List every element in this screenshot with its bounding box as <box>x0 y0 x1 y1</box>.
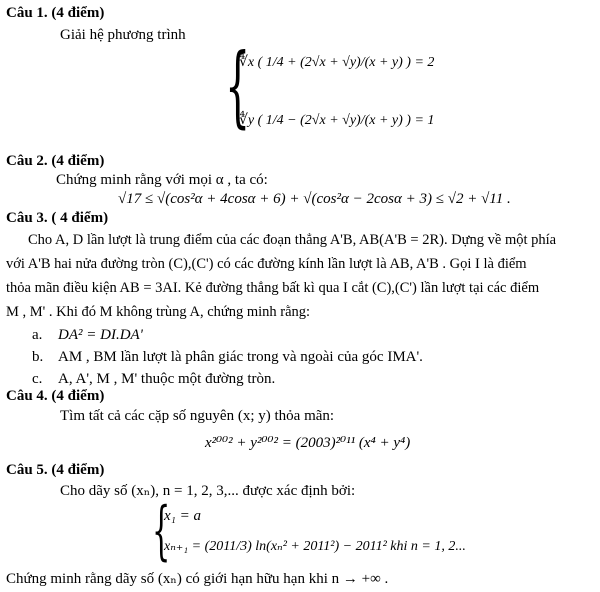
q3-line1: Cho A, D lần lượt là trung điểm của các đoạn thẳng A'B, AB(A'B = 2R). Dựng về một phía <box>28 232 557 248</box>
q3-b-label: b. <box>32 349 44 365</box>
q2-heading: Câu 2. (4 điểm) <box>6 153 105 169</box>
q1-eq1: ∜x ( 1/4 + (2√x + √y)/(x + y) ) = 2 <box>239 55 435 70</box>
q4-equation: x²⁰⁰² + y²⁰⁰² = (2003)²⁰¹¹ (x⁴ + y⁴) <box>205 435 411 451</box>
q1-brace: { <box>225 34 251 137</box>
q3-c-label: c. <box>32 371 43 387</box>
q1-eq2: ∜y ( 1/4 − (2√x + √y)/(x + y) ) = 1 <box>239 113 435 128</box>
q3-a-text: DA² = DI.DA' <box>58 327 143 343</box>
q5-conclusion: Chứng minh rằng dãy số (xₙ) có giới hạn hữu hạn khi n → +∞ . <box>6 571 389 587</box>
q3-line2: với A'B hai nửa đường tròn (C),(C') có các đường kính lần lượt là AB, A'B . Gọi I là điểm <box>6 256 527 272</box>
q3-line4: M , M' . Khi đó M không trùng A, chứng minh rằng: <box>6 304 311 320</box>
q3-heading: Câu 3. ( 4 điểm) <box>6 210 109 226</box>
q4-task: Tìm tất cả các cặp số nguyên (x; y) thỏa mãn: <box>60 408 335 424</box>
q5-system <box>152 494 532 570</box>
q5-eq2: xₙ₊₁ = (2011/3) ln(xₙ² + 2011²) − 2011² khi n = 1, 2... <box>164 539 466 554</box>
q1-heading: Câu 1. (4 điểm) <box>6 5 105 21</box>
q2-task: Chứng minh rằng với mọi α , ta có: <box>56 172 268 188</box>
q1-task: Giải hệ phương trình <box>60 27 186 43</box>
q3-c-text: A, A', M , M' thuộc một đường tròn. <box>58 371 276 387</box>
q3-b-text: AM , BM lần lượt là phân giác trong và ngoài của góc IMA'. <box>58 349 423 365</box>
q3-a-label: a. <box>32 327 43 343</box>
q5-eq1: x₁ = a <box>164 508 201 524</box>
q5-brace: { <box>152 494 171 568</box>
q5-task: Cho dãy số (xₙ), n = 1, 2, 3,... được xác định bởi: <box>60 483 356 499</box>
q2-inequality: √17 ≤ √(cos²α + 4cosα + 6) + √(cos²α − 2cosα + 3) ≤ √2 + √11 . <box>118 191 511 207</box>
q5-heading: Câu 5. (4 điểm) <box>6 462 105 478</box>
q3-line3: thỏa mãn điều kiện AB = 3AI. Kẻ đường thẳng bất kì qua I cắt (C),(C') lần lượt tại các điểm <box>6 280 540 296</box>
q1-system <box>225 34 435 150</box>
q4-heading: Câu 4. (4 điểm) <box>6 388 105 404</box>
